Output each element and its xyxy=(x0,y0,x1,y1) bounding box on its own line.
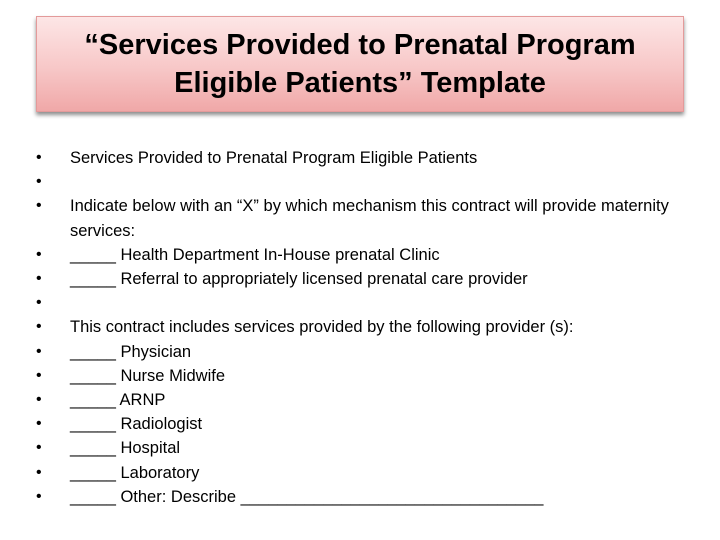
list-item-text: _____ Radiologist xyxy=(70,415,203,434)
bullet-icon: • xyxy=(36,366,42,384)
list-item xyxy=(36,364,686,388)
list-item-text: _____ Health Department In-House prenatal Clinic xyxy=(70,245,440,264)
slide-title-line-2: Eligible Patients” Template xyxy=(174,67,546,99)
list-item xyxy=(36,436,686,460)
slide-title-line-1: “Services Provided to Prenatal Program xyxy=(84,29,636,61)
bullet-icon: • xyxy=(36,173,42,191)
list-item xyxy=(36,412,686,436)
list-item-text: _____ ARNP xyxy=(70,391,166,409)
bullet-icon: • xyxy=(36,149,42,166)
list-item-text: _____ Physician xyxy=(70,342,192,361)
bullet-icon: • xyxy=(36,245,42,263)
slide-title xyxy=(74,26,645,102)
list-item-text: _____ Referral to appropriately licensed prenatal care provider xyxy=(70,270,528,288)
bullet-icon: • xyxy=(36,197,42,215)
title-banner xyxy=(36,16,684,112)
bullet-icon: • xyxy=(36,415,42,433)
list-item xyxy=(36,485,686,509)
list-item-text: This contract includes services provided by the following provider (s): xyxy=(70,318,574,337)
list-item-text: Indicate below with an “X” by which mechanism this contract will provide maternity services: xyxy=(70,197,669,240)
list-item xyxy=(36,170,686,194)
list-item-text: Services Provided to Prenatal Program Eligible Patients xyxy=(70,149,478,167)
list-item-text: _____ Other: Describe _________________________________ xyxy=(70,487,544,506)
list-item xyxy=(36,388,686,412)
list-item-text: _____ Laboratory xyxy=(70,463,200,482)
list-item xyxy=(36,315,686,339)
bullet-icon: • xyxy=(36,391,42,408)
list-item-text: _____ Hospital xyxy=(70,439,181,458)
list-item xyxy=(36,146,686,170)
list-item xyxy=(36,194,686,242)
list-item xyxy=(36,291,686,315)
list-item xyxy=(36,267,686,291)
bullet-icon: • xyxy=(36,439,42,457)
bullet-list xyxy=(36,146,686,509)
bullet-icon: • xyxy=(36,318,42,336)
list-item-text: _____ Nurse Midwife xyxy=(70,366,225,385)
bullet-icon: • xyxy=(36,342,42,360)
bullet-icon: • xyxy=(36,487,42,505)
list-item xyxy=(36,461,686,485)
list-item xyxy=(36,340,686,364)
bullet-icon: • xyxy=(36,270,42,287)
bullet-icon: • xyxy=(36,463,42,481)
bullet-icon: • xyxy=(36,294,42,312)
list-item xyxy=(36,243,686,267)
